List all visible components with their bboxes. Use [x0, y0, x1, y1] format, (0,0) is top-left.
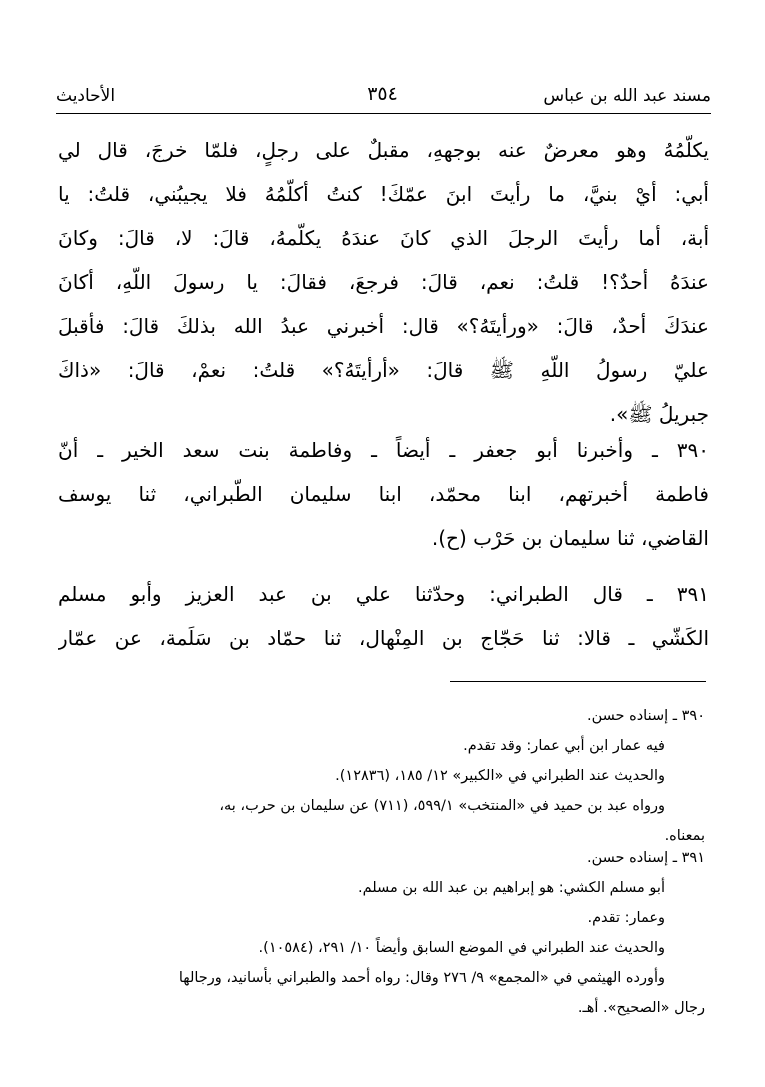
footnote-line: وأورده الهيثمي في «المجمع» ٩/ ٢٧٦ وقال: رواه أحمد والطبراني بأسانيد، ورجالها: [178, 970, 665, 986]
text-line: عليّ رسولُ اللّهِ ﷺ قالَ: «أرأيتَهُ؟» قلتُ: نعمْ، قالَ: «ذاكَ: [58, 358, 709, 382]
text-line: عندَهُ أحدٌ؟! قلتُ: نعم، قالَ: فرجعَ، فقالَ: يا رسولَ اللّهِ، أكانَ: [58, 270, 709, 294]
footnote-heading: ٣٩٠ ـ إسناده حسن.: [586, 708, 705, 724]
running-header-section: الأحاديث: [56, 86, 116, 106]
text-line: فاطمة أخبرتهم، ابنا محمّد، ابنا سليمان الطّبراني، ثنا يوسف: [58, 482, 709, 506]
footnote-390: [58, 701, 705, 851]
footnote-line: ورواه عبد بن حميد في «المنتخب» ٥٩٩/١، (٧١١) عن سليمان بن حرب، به،: [219, 798, 665, 814]
footnote-line: وعمار: تقدم.: [587, 910, 665, 926]
text-line: عندَكَ أحدٌ، قالَ: «ورأيتَهُ؟» قال: أخبرني عبدُ الله بذلكَ قالَ: فأقبلَ: [58, 314, 709, 338]
page-number: ٣٥٤: [367, 83, 398, 105]
footnote-line: أبو مسلم الكشي: هو إبراهيم بن عبد الله بن مسلم.: [357, 880, 665, 896]
footnote-line: فيه عمار ابن أبي عمار: وقد تقدم.: [463, 738, 665, 754]
text-line: أبة، أما رأيتَ الرجلَ الذي كانَ عندَهُ يكلّمهُ، قالَ: لا، قالَ: وكانَ: [58, 226, 709, 250]
footnote-line: رجال «الصحيح». أهـ.: [577, 1000, 705, 1016]
running-header-title: مسند عبد الله بن عباس: [543, 86, 711, 106]
text-line: أبي: أيْ بنيَّ، ما رأيتَ ابنَ عمّكَ! كنتُ أكلّمُهُ فلا يجيبُني، قلتُ: يا: [58, 182, 709, 206]
text-line: ٣٩٠ ـ وأخبرنا أبو جعفر ـ أيضاً ـ وفاطمة بنت سعد الخير ـ أنّ: [58, 438, 709, 462]
footnote-divider: [450, 681, 706, 682]
text-line: جبريلُ ﷺ».: [609, 402, 709, 426]
hadith-391: [58, 572, 709, 660]
footnote-line: بمعناه.: [664, 828, 705, 844]
footnote-391: [58, 843, 705, 1023]
text-line: الكَشّي ـ قالا: ثنا حَجّاج بن المِنْهال، ثنا حمّاد بن سَلَمة، عن عمّار: [58, 626, 709, 650]
text-line: يكلّمُهُ وهو معرضٌ عنه بوجههِ، مقبلٌ على رجلٍ، فلمّا خرجَ، قال لي: [58, 138, 709, 162]
header-divider: [56, 113, 711, 114]
paragraph-continuation: [58, 128, 709, 436]
hadith-390: [58, 428, 709, 560]
footnote-heading: ٣٩١ ـ إسناده حسن.: [586, 850, 705, 866]
text-line: القاضي، ثنا سليمان بن حَرْب (ح).: [431, 526, 709, 550]
footnote-line: والحديث عند الطبراني في «الكبير» ١٢/ ١٨٥، (١٢٨٣٦).: [335, 768, 665, 784]
text-line: ٣٩١ ـ قال الطبراني: وحدّثنا علي بن عبد العزيز وأبو مسلم: [58, 582, 709, 606]
footnote-line: والحديث عند الطبراني في الموضع السابق وأيضاً ١٠/ ٢٩١، (١٠٥٨٤).: [258, 940, 665, 956]
